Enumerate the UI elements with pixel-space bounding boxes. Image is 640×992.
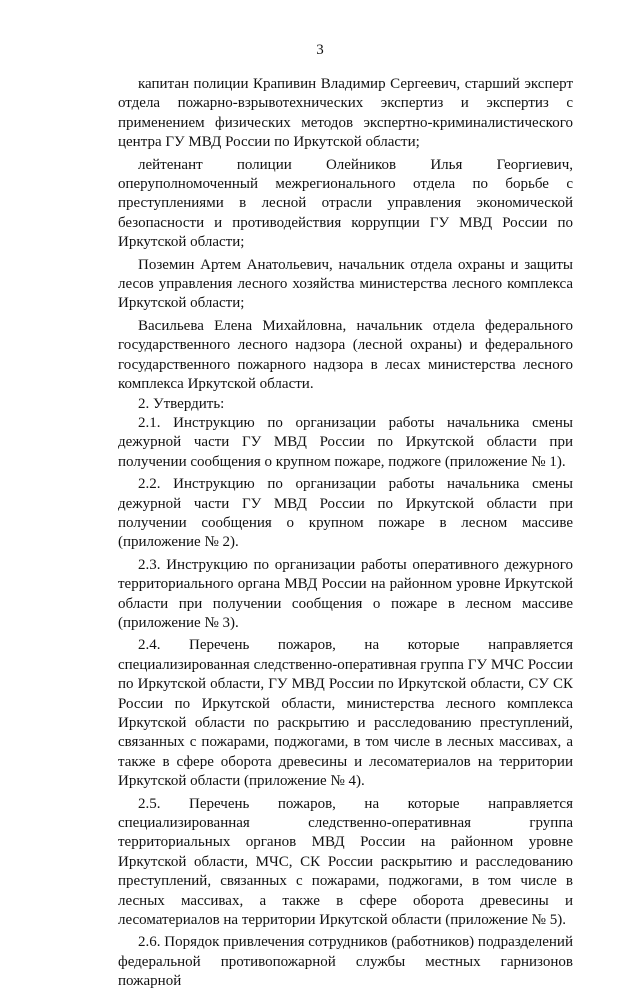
document-body (118, 75, 573, 992)
paragraph-item-2-6: 2.6. Порядок привлечения сотрудников (работников) подразделений федеральной противопожарной службы местных гарнизонов пожарной (118, 934, 573, 990)
paragraph-oleynikov: лейтенант полиции Олейников Илья Георгиевич, оперуполномоченный межрегионального отдела по борьбе с преступлениями в лесной отрасли управления экономической безопасности и противодействия коррупции ГУ МВД России по Иркутской области; (118, 156, 573, 251)
paragraph-item-2-2: 2.2. Инструкцию по организации работы начальника смены дежурной части ГУ МВД России по Иркутской области при получении сообщения о крупном пожаре в лесном массиве (приложение № 2). (118, 476, 573, 551)
paragraph-item-2-5: 2.5. Перечень пожаров, на которые направляется специализированная следственно-оперативная группа территориальных органов МВД России на районном уровне Иркутской области, МЧС, СК России раскрытию и расследованию преступлений, связанных с пожарами, поджогами, в том числе в лесных массивах, а также в сфере оборота древесины и лесоматериалов на территории Иркутской области (приложение № 5). (118, 795, 573, 929)
paragraph-vasilyeva: Васильева Елена Михайловна, начальник отдела федерального государственного лесного надзора (лесной охраны) и федерального государственного пожарного надзора в лесах министерства лесного комплекса Иркутской области. (118, 317, 573, 393)
paragraph-approve: 2. Утвердить: (138, 395, 225, 412)
paragraph-item-2-1: 2.1. Инструкцию по организации работы начальника смены дежурной части ГУ МВД России по Иркутской области при получении сообщения о крупном пожаре, поджоге (приложение № 1). (118, 414, 573, 470)
paragraph-item-2-3: 2.3. Инструкцию по организации работы оперативного дежурного территориального органа МВД России на районном уровне Иркутской области при получении сообщения о пожаре в лесном массиве (приложение № 3). (118, 556, 573, 631)
paragraph-item-2-4: 2.4. Перечень пожаров, на которые направляется специализированная следственно-оперативная группа ГУ МЧС России по Иркутской области, ГУ МВД России по Иркутской области, СУ СК России по Иркутской области, министерства лесного комплекса Иркутской области по раскрытию и расследованию преступлений, связанных с пожарами, поджогами, в том числе в лесных массивах, а также в сфере оборота древесины и лесоматериалов на территории Иркутской области (приложение № 4). (118, 637, 573, 790)
paragraph-pozemin: Поземин Артем Анатольевич, начальник отдела охраны и защиты лесов управления лесного хозяйства министерства лесного комплекса Иркутской области; (118, 256, 573, 312)
paragraph-krapivin: капитан полиции Крапивин Владимир Сергеевич, старший эксперт отдела пожарно-взрывотехнических экспертиз и экспертиз с применением физических методов экспертно-криминалистического центра ГУ МВД России по Иркутской области; (118, 76, 573, 151)
page-number: 3 (316, 42, 324, 58)
